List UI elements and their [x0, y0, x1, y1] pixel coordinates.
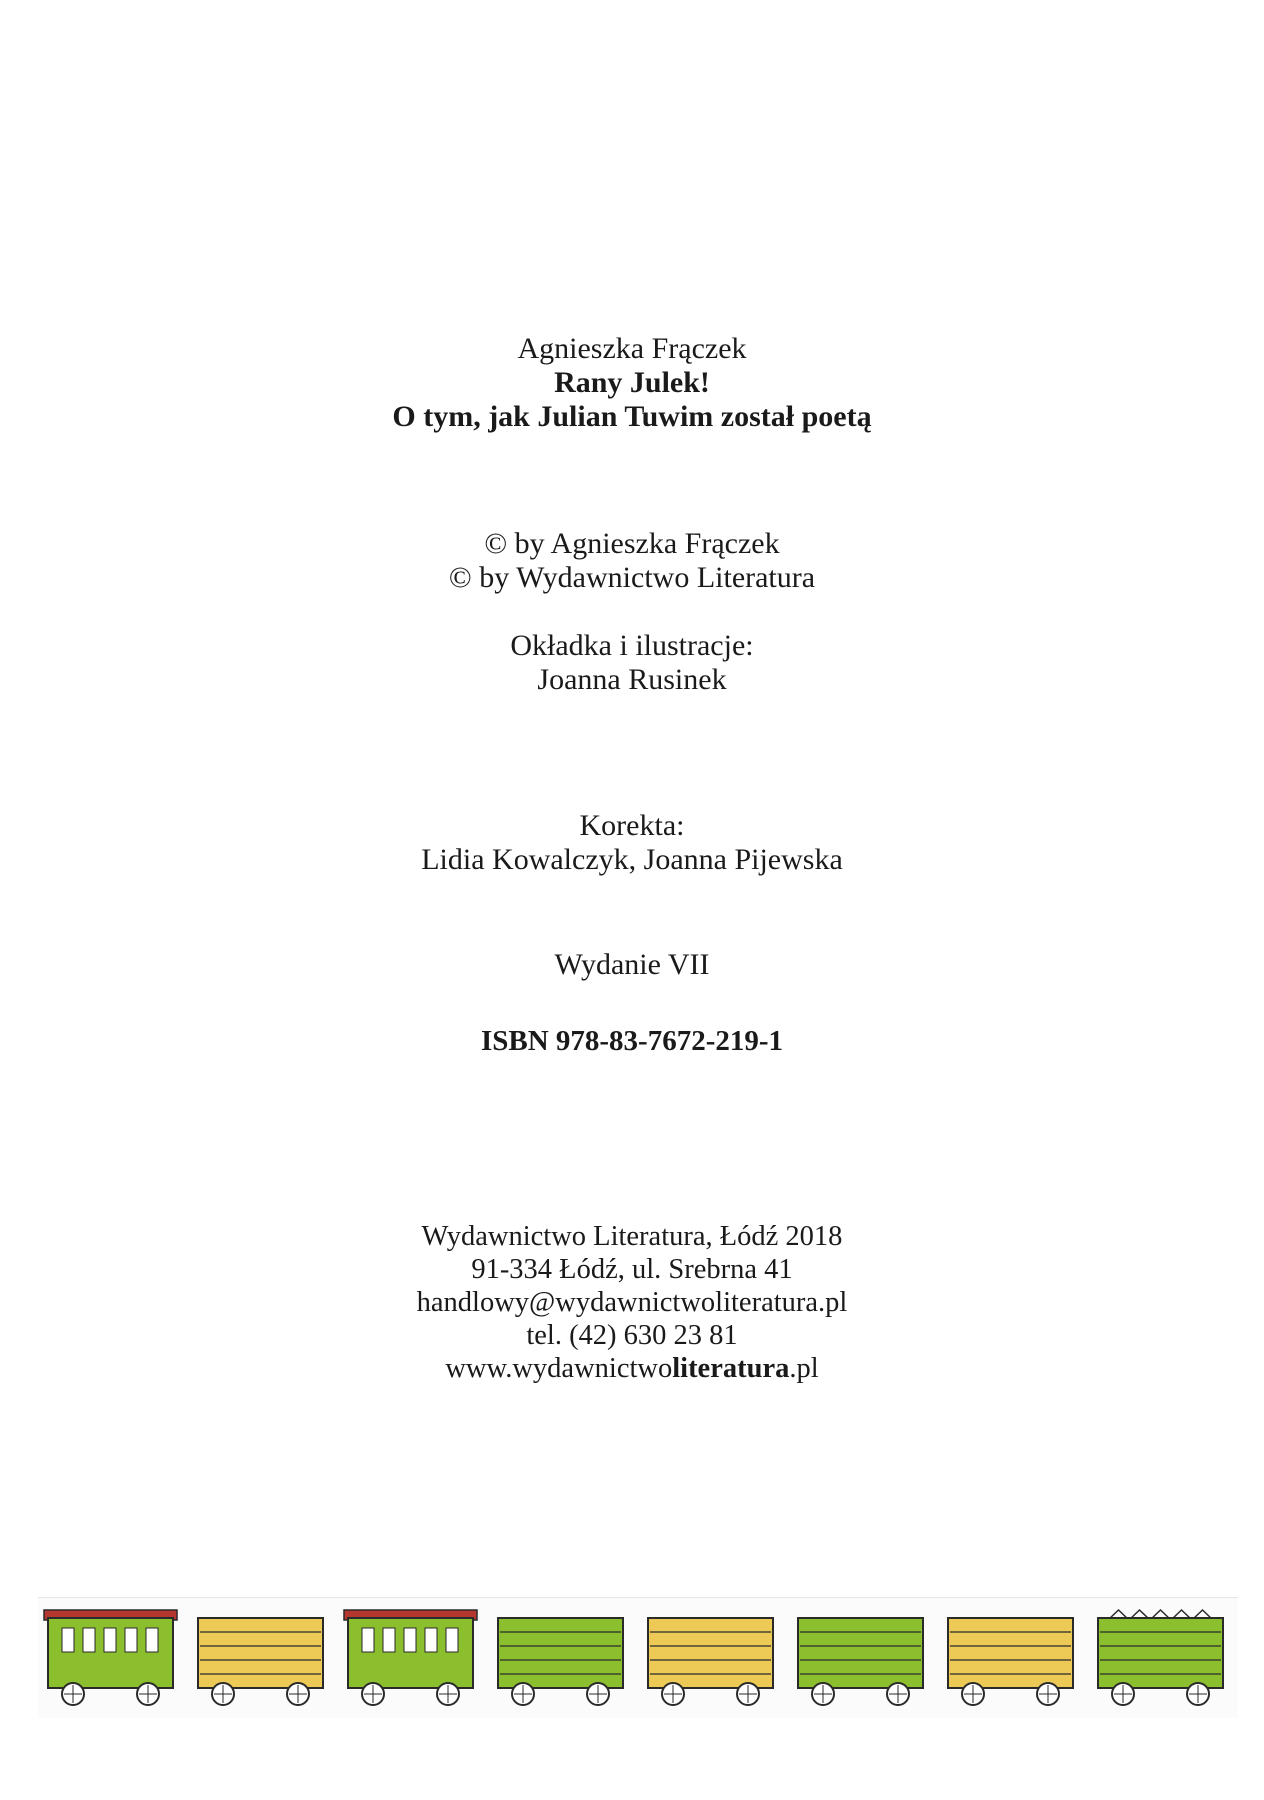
publisher-phone: tel. (42) 630 23 81: [526, 1320, 738, 1351]
copyright-author: © by Agnieszka Frączek: [484, 527, 780, 560]
wagon-body: [798, 1618, 923, 1688]
train-wagons-svg: [38, 1598, 1238, 1718]
url-prefix: www.wydawnictwo: [445, 1353, 673, 1384]
wagon-body: [648, 1618, 773, 1688]
proofreading-credits: [0, 809, 1264, 877]
wagon-window: [383, 1628, 395, 1652]
proofreading-label: Korekta:: [579, 809, 685, 842]
proofreading-names: Lidia Kowalczyk, Joanna Pijewska: [421, 843, 843, 876]
copyright-publisher: © by Wydawnictwo Literatura: [448, 561, 816, 594]
wagon-body: [948, 1618, 1073, 1688]
isbn-block: [0, 1024, 1264, 1058]
wagon-cargo: [948, 1618, 1073, 1705]
wagon-cargo: [498, 1618, 623, 1705]
wagon-cargo: [648, 1618, 773, 1705]
wagon-window: [404, 1628, 416, 1652]
wagon-window: [104, 1628, 116, 1652]
book-subtitle: O tym, jak Julian Tuwim został poetą: [392, 400, 872, 433]
wagon-window: [125, 1628, 137, 1652]
wagon-passenger: [344, 1610, 477, 1705]
book-title: Rany Julek!: [554, 366, 710, 399]
url-suffix: .pl: [789, 1353, 819, 1384]
wagon-cargo: [198, 1618, 323, 1705]
wagon-body: [498, 1618, 623, 1688]
edition-number: Wydanie VII: [554, 948, 710, 981]
isbn: ISBN 978-83-7672-219-1: [480, 1025, 784, 1057]
cover-credits: [0, 629, 1264, 697]
publisher-address: 91-334 Łódź, ul. Srebrna 41: [471, 1254, 793, 1285]
wagon-cargo: [798, 1618, 923, 1705]
copyright-block: [0, 527, 1264, 595]
publisher-info: [0, 1220, 1264, 1385]
wagon-window: [62, 1628, 74, 1652]
url-bold-part: literatura: [672, 1353, 790, 1384]
wagon-coal: [1098, 1610, 1223, 1705]
wagon-window: [425, 1628, 437, 1652]
publisher-website: [0, 1352, 1264, 1385]
publisher-name-city-year: Wydawnictwo Literatura, Łódź 2018: [421, 1221, 843, 1252]
title-block: [0, 332, 1264, 434]
wagon-window: [446, 1628, 458, 1652]
wagon-window: [83, 1628, 95, 1652]
train-wagons-illustration: [38, 1597, 1238, 1718]
wagon-window: [146, 1628, 158, 1652]
author-name: Agnieszka Frączek: [517, 332, 747, 365]
wagon-passenger: [44, 1610, 177, 1705]
wagon-window: [362, 1628, 374, 1652]
publisher-email: handlowy@wydawnictwoliteratura.pl: [416, 1287, 848, 1318]
cover-illustrator: Joanna Rusinek: [537, 663, 727, 696]
wagon-body: [198, 1618, 323, 1688]
cover-label: Okładka i ilustracje:: [510, 629, 754, 662]
edition-block: [0, 948, 1264, 982]
wagon-body: [1098, 1618, 1223, 1688]
